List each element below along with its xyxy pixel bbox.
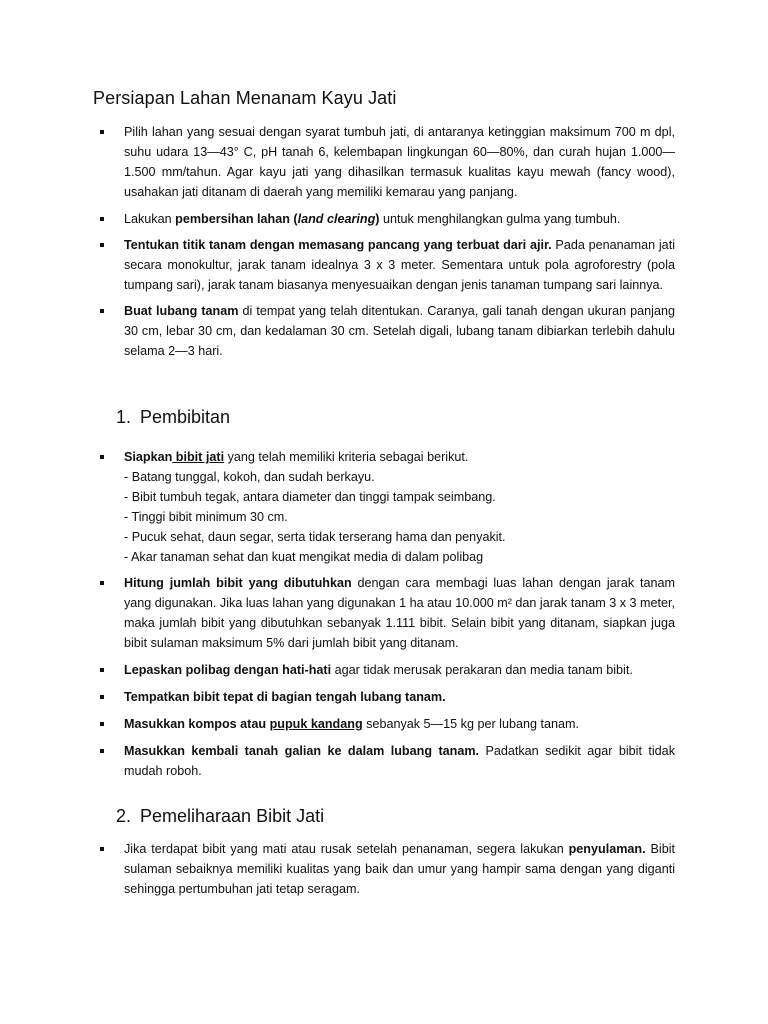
document-title: Persiapan Lahan Menanam Kayu Jati	[93, 88, 397, 108]
item-bold-text: Tentukan titik tanam dengan memasang pancang yang terbuat dari ajir.	[124, 238, 552, 252]
criteria-line: - Bibit tumbuh tegak, antara diameter dan tinggi tampak seimbang.	[124, 490, 496, 504]
list-item	[96, 660, 675, 680]
list-item	[96, 235, 675, 295]
item-text: Padatkan sedikit agar bibit tidak mudah roboh.	[124, 744, 675, 778]
item-bold-text: )	[375, 212, 380, 226]
list-item	[96, 209, 675, 229]
item-bold-text: Masukkan kembali tanah galian ke dalam lubang tanam.	[124, 744, 480, 758]
criteria-line: - Pucuk sehat, daun segar, serta tidak terserang hama dan penyakit.	[124, 530, 506, 544]
section-heading-pemeliharaan	[116, 806, 324, 827]
item-bold-text: pembersihan lahan (	[175, 212, 298, 226]
item-bold-text: Buat lubang tanam	[124, 304, 239, 318]
item-text: agar tidak merusak perakaran dan media tanam bibit.	[331, 663, 633, 677]
item-text: Lakukan	[124, 212, 176, 226]
section-number: 1.	[116, 407, 132, 427]
list-item	[96, 839, 675, 899]
seedling-list	[96, 447, 675, 781]
item-bold-text: Lepaskan polibag dengan hati-hati	[124, 663, 332, 677]
section-heading-text: Pemeliharaan Bibit Jati	[140, 806, 325, 826]
item-bold-text: Hitung jumlah bibit yang dibutuhkan	[124, 576, 352, 590]
section-heading-text: Pembibitan	[140, 407, 231, 427]
land-preparation-list	[96, 122, 675, 361]
list-item	[96, 714, 675, 734]
item-text: di tempat yang telah ditentukan. Caranya, gali tanah dengan ukuran panjang 30 cm, lebar 30 cm, dan kedalaman 30 cm. Setelah digali, lubang tanam dibiarkan terlebih dahulu selama 2—3 hari.	[124, 304, 675, 358]
item-text: Jika terdapat bibit yang mati atau rusak setelah penanaman, segera lakukan	[124, 842, 569, 856]
list-item	[96, 447, 675, 567]
item-text: dengan cara membagi luas lahan dengan jarak tanam yang digunakan. Jika luas lahan yang digunakan 1 ha atau 10.000 m² dan jarak tanam 3 x 3 meter, maka jumlah bibit yang dibutuhkan sebanyak 1.111 bibit. Selain bibit yang ditanam, siapkan juga bibit sulaman maksimum 5% dari jumlah bibit yang ditanam.	[124, 576, 675, 650]
item-bold-underline-text: pupuk kandang	[269, 717, 363, 731]
item-bold-italic-text: land clearing	[297, 212, 376, 226]
item-text: sebanyak 5—15 kg per lubang tanam.	[362, 717, 579, 731]
item-bold-text: Siapkan	[124, 450, 173, 464]
criteria-line: - Batang tunggal, kokoh, dan sudah berkayu.	[124, 470, 375, 484]
list-item	[96, 741, 675, 781]
criteria-line: - Akar tanaman sehat dan kuat mengikat media di dalam polibag	[124, 550, 484, 564]
item-text: yang telah memiliki kriteria sebagai berikut.	[224, 450, 469, 464]
section-number: 2.	[116, 806, 132, 826]
criteria-line: - Tinggi bibit minimum 30 cm.	[124, 510, 288, 524]
item-text: Pilih lahan yang sesuai dengan syarat tumbuh jati, di antaranya ketinggian maksimum 700 m dpl, suhu udara 13—43° C, pH tanah 6, kelembapan lingkungan 60—80%, dan curah hujan 1.000—1.500 mm/tahun. Agar kayu jati yang dihasilkan termasuk kualitas kayu mewah (fancy wood), usahakan jati ditanam di daerah yang memiliki kemarau yang panjang.	[124, 125, 675, 199]
item-text: Bibit sulaman sebaiknya memiliki kualitas yang baik dan umur yang hampir sama dengan yang diganti sehingga pertumbuhan jati tetap seragam.	[124, 842, 675, 896]
item-bold-text: Masukkan kompos atau	[124, 717, 270, 731]
maintenance-list	[96, 839, 675, 899]
item-bold-text: Tempatkan bibit tepat di bagian tengah lubang tanam.	[124, 690, 446, 704]
section-heading-pembibitan	[116, 407, 230, 428]
list-item	[96, 301, 675, 361]
list-item	[96, 573, 675, 653]
item-text: untuk menghilangkan gulma yang tumbuh.	[379, 212, 621, 226]
list-item	[96, 122, 675, 202]
item-text: Pada penanaman jati secara monokultur, jarak tanam idealnya 3 x 3 meter. Sementara untuk pola agroforestry (pola tumpang sari), jarak tanam biasanya menyesuaikan dengan jenis tanaman tumpang sari lainnya.	[124, 238, 675, 292]
item-bold-underline-text: bibit jati	[172, 450, 225, 464]
item-bold-text: penyulaman.	[568, 842, 646, 856]
list-item	[96, 687, 675, 707]
